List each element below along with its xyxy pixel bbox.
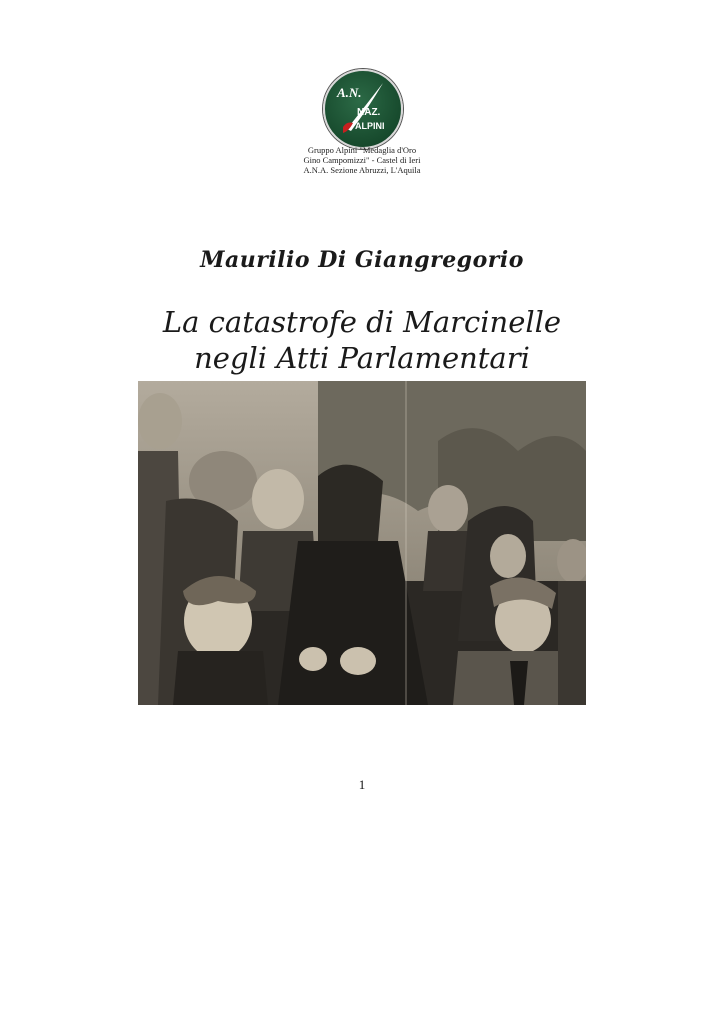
book-title bbox=[102, 304, 622, 376]
title-line-1: La catastrofe di Marcinelle bbox=[162, 305, 562, 339]
logo-text-alpini: ALPINI bbox=[355, 121, 385, 131]
historical-photo bbox=[138, 381, 586, 705]
page-number: 1 bbox=[358, 777, 366, 792]
logo-text-ans: A.N. bbox=[337, 85, 362, 100]
logo-text-naz: NAZ. bbox=[357, 107, 381, 118]
header-line-3: A.N.A. Sezione Abruzzi, L'Aquila bbox=[303, 165, 421, 175]
association-header bbox=[232, 145, 492, 175]
ana-emblem-icon bbox=[325, 71, 401, 147]
header-line-1: Gruppo Alpini "Medaglia d'Oro bbox=[307, 145, 417, 155]
header-line-2: Gino Campomizzi" - Castel di Ieri bbox=[303, 155, 421, 165]
ana-logo bbox=[323, 69, 403, 149]
title-line-2: negli Atti Parlamentari bbox=[194, 341, 530, 375]
author-name: Maurilio Di Giangregorio bbox=[200, 247, 524, 273]
photo-crowd-illustration bbox=[138, 381, 586, 705]
